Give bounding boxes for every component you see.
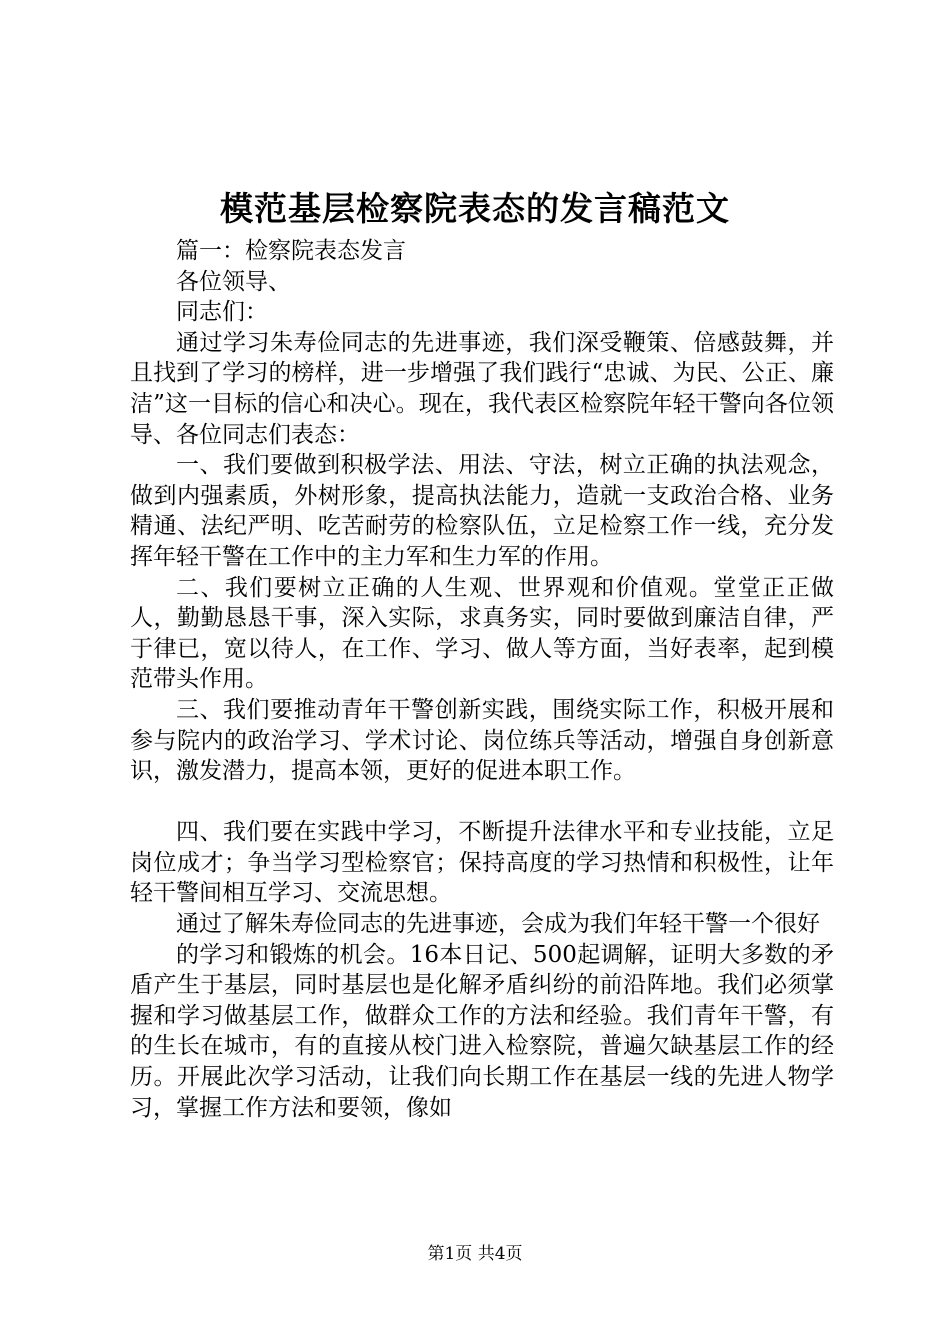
body-paragraph: 一、我们要做到积极学法、用法、守法，树立正确的执法观念，做到内强素质，外树形象，提高执法能力，造就一支政治合格、业务精通、法纪严明、吃苦耐劳的检察队伍，立足检察工作一线，充分发挥年轻干警在工作中的主力军和生力军的作用。 xyxy=(130,452,834,570)
body-paragraph: 的学习和锻炼的机会。16本日记、500起调解，证明大多数的矛盾产生于基层，同时基层也是化解矛盾纠纷的前沿阵地。我们必须掌握和学习做基层工作，做群众工作的方法和经验。我们青年干警，有的生长在城市，有的直接从校门进入检察院，普遍欠缺基层工作的经历。开展此次学习活动，让我们向长期工作在基层一线的先进人物学习，掌握工作方法和要领，像如 xyxy=(130,941,834,1121)
body-paragraph: 通过学习朱寿俭同志的先进事迹，我们深受鞭策、倍感鼓舞，并且找到了学习的榜样，进一步增强了我们践行“忠诚、为民、公正、廉洁”这一目标的信心和决心。现在，我代表区检察院年轻干警向各位领导、各位同志们表态： xyxy=(130,329,834,448)
document-body xyxy=(130,236,834,1123)
section-heading: 篇一：检察院表态发言 xyxy=(176,238,406,264)
body-paragraph: 二、我们要树立正确的人生观、世界观和价值观。堂堂正正做人，勤勤恳恳干事，深入实际，求真务实，同时要做到廉洁自律，严于律已，宽以待人，在工作、学习、做人等方面，当好表率，起到模范带头作用。 xyxy=(130,574,834,693)
salutation-line: 同志们： xyxy=(176,299,268,326)
body-paragraph: 通过了解朱寿俭同志的先进事迹，会成为我们年轻干警一个很好 xyxy=(176,911,820,938)
body-paragraph: 三、我们要推动青年干警创新实践，围绕实际工作，积极开展和参与院内的政治学习、学术讨论、岗位练兵等活动，增强自身创新意识，激发潜力，提高本领，更好的促进本职工作。 xyxy=(130,696,834,785)
page-number: 第1页 共4页 xyxy=(427,1244,523,1264)
body-paragraph: 四、我们要在实践中学习，不断提升法律水平和专业技能，立足岗位成才；争当学习型检察官；保持高度的学习热情和积极性，让年轻干警间相互学习、交流思想。 xyxy=(130,819,834,907)
page-title: 模范基层检察院表态的发言稿范文 xyxy=(220,189,730,228)
salutation-line: 各位领导、 xyxy=(176,268,291,295)
